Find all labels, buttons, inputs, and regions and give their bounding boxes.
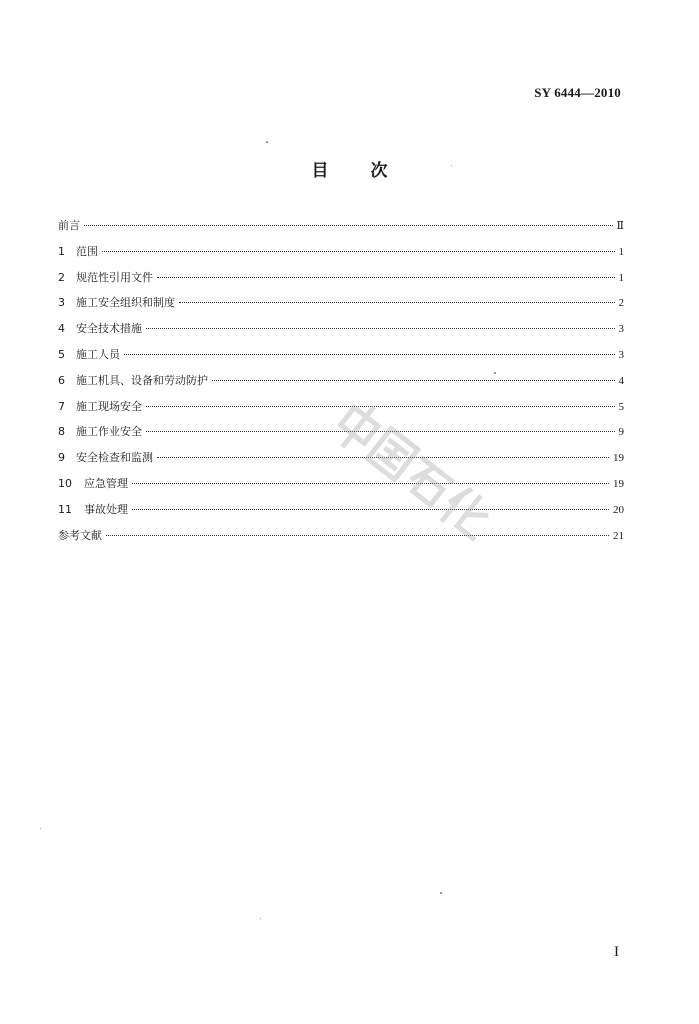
toc-entry-number: 9 — [58, 451, 65, 465]
toc-entry-label: 应急管理 — [84, 476, 128, 490]
standard-code: SY 6444—2010 — [534, 85, 621, 100]
toc-entry-page: 19 — [613, 477, 624, 490]
toc-entry-1[interactable] — [58, 243, 624, 269]
scan-speck — [440, 892, 442, 894]
toc-entry-label: 规范性引用文件 — [76, 270, 153, 284]
dot-leader — [124, 354, 615, 355]
page-number: I — [614, 944, 619, 960]
toc-entry-page: 5 — [618, 400, 624, 413]
toc-entry-page: Ⅱ — [616, 220, 624, 232]
toc-entry-number: 3 — [58, 296, 65, 310]
toc-entry-number: 11 — [58, 502, 72, 516]
toc-entry-number: 6 — [58, 373, 65, 387]
toc-entry-label: 施工现场安全 — [76, 399, 142, 413]
toc-entry-label: 施工作业安全 — [76, 425, 142, 439]
toc-entry-label: 范围 — [76, 244, 98, 258]
toc-entry-number: 1 — [58, 244, 65, 258]
toc-title-char-1: 目 — [311, 161, 329, 181]
scan-speck — [40, 828, 41, 829]
toc-entry-page: 4 — [618, 374, 624, 387]
toc-entry-number: 8 — [58, 425, 65, 439]
toc-entry-label: 参考文献 — [58, 528, 102, 542]
scan-speck — [260, 918, 261, 919]
toc-entry-2[interactable] — [58, 269, 624, 295]
toc-entry-label: 事故处理 — [84, 502, 128, 516]
scan-speck — [451, 165, 452, 166]
toc-entry-page: 3 — [618, 323, 624, 336]
toc-entry-number: 7 — [58, 399, 65, 413]
dot-leader — [157, 277, 615, 278]
toc-entry-3[interactable] — [58, 294, 624, 320]
dot-leader — [212, 380, 615, 381]
toc-entry-page: 3 — [618, 348, 624, 361]
toc-entry-page: 2 — [618, 297, 624, 310]
toc-title — [0, 156, 699, 181]
toc-entry-page: 19 — [613, 452, 624, 465]
toc-entry-page: 20 — [613, 503, 624, 516]
watermark-logo-icon — [302, 395, 517, 570]
toc-entry-label: 施工人员 — [76, 347, 120, 361]
dot-leader — [102, 251, 615, 252]
toc-entry-number: 4 — [58, 322, 65, 336]
toc-entry-number: 10 — [58, 476, 72, 490]
dot-leader — [179, 302, 615, 303]
toc-entry-page: 1 — [618, 271, 624, 284]
toc-entry-label: 安全检查和监测 — [76, 451, 153, 465]
toc-entry-foreword[interactable] — [58, 217, 624, 243]
toc-entry-4[interactable] — [58, 320, 624, 346]
toc-title-char-2: 次 — [370, 161, 388, 181]
scan-speck — [494, 372, 496, 374]
toc-entry-number: 5 — [58, 347, 65, 361]
toc-entry-6[interactable] — [58, 372, 624, 398]
scan-speck — [266, 141, 268, 143]
toc-entry-label: 前言 — [58, 219, 80, 232]
toc-entry-page: 9 — [618, 426, 624, 439]
toc-entry-label: 安全技术措施 — [76, 322, 142, 336]
toc-entry-page: 21 — [613, 529, 624, 542]
toc-entry-page: 1 — [618, 245, 624, 258]
toc-entry-5[interactable] — [58, 346, 624, 372]
toc-entry-label: 施工安全组织和制度 — [76, 296, 175, 310]
toc-entry-number: 2 — [58, 270, 65, 284]
toc-entry-label: 施工机具、设备和劳动防护 — [76, 373, 208, 387]
dot-leader — [146, 328, 615, 329]
dot-leader — [84, 225, 613, 226]
